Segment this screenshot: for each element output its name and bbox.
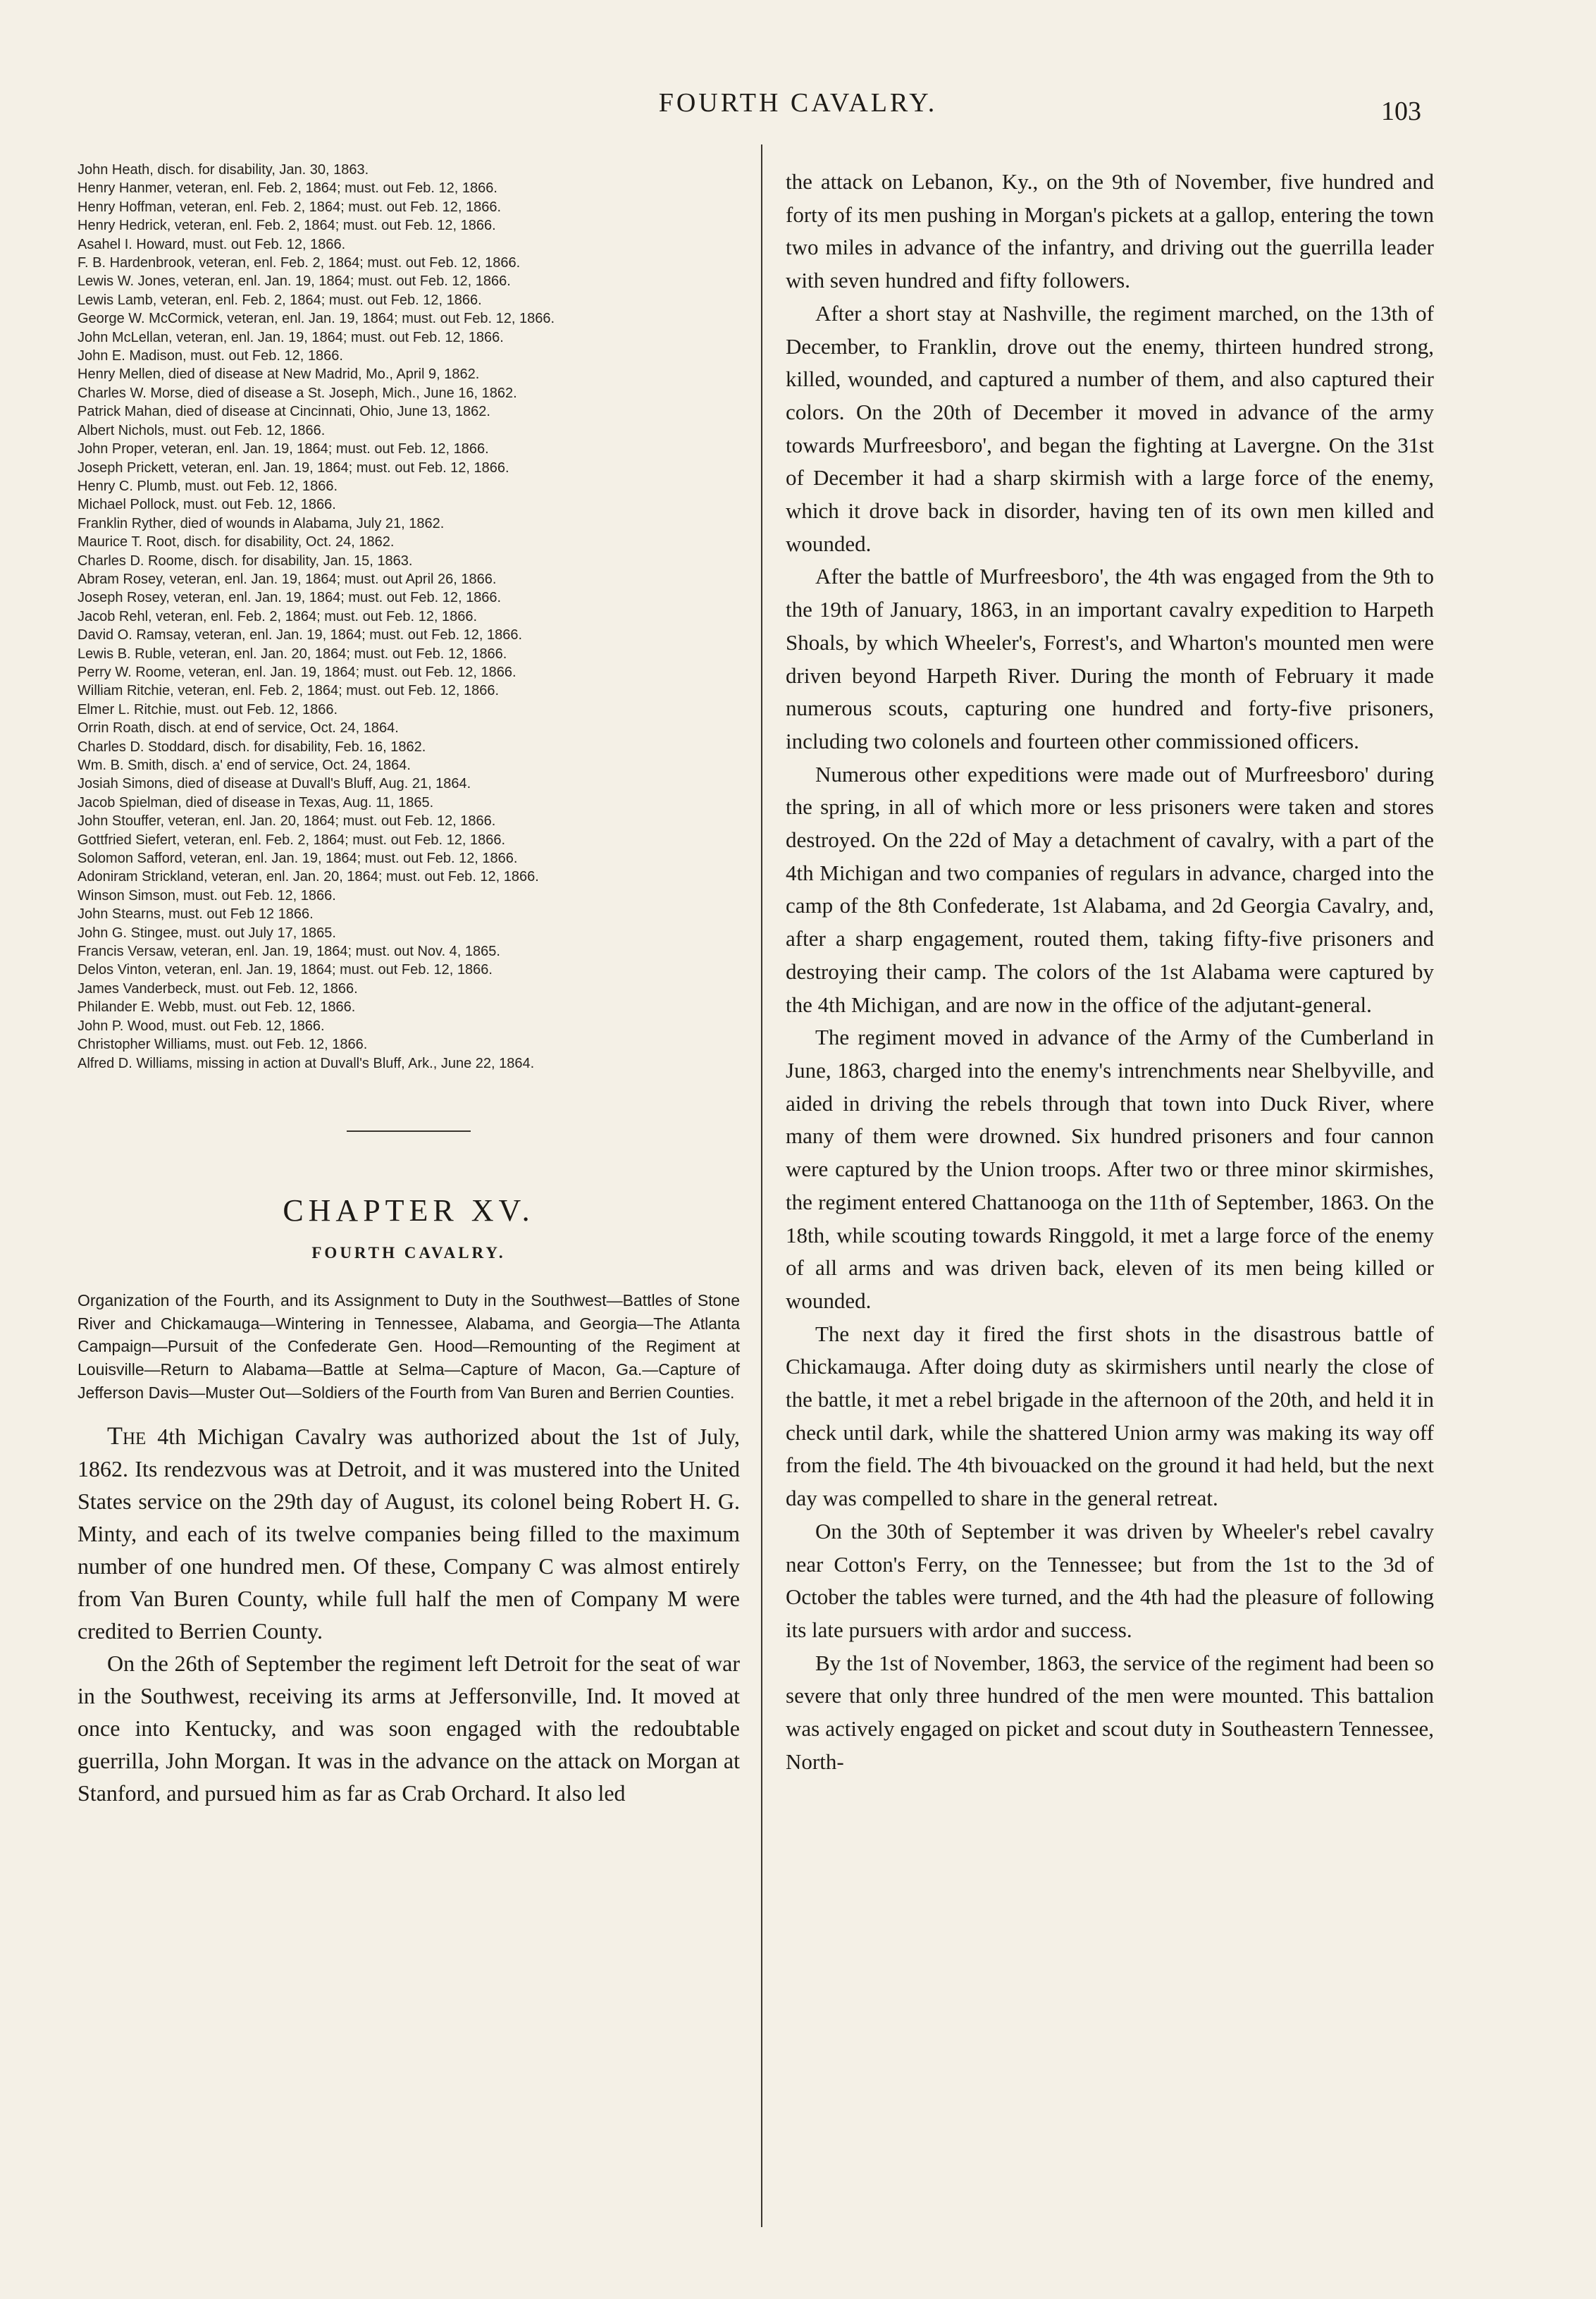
chapter-synopsis: Organization of the Fourth, and its Assignment to Duty in the Southwest—Battles of Stone River and Chickamauga—Wintering in Tennessee, Alabama, and Georgia—The Atlanta Campaign—Pursuit of the Confederate Gen. Hood—Remounting of the Regiment at Louisville—Return to Alabama—Battle at Selma—Capture of Macon, Ga.—Capture of Jefferson Davis—Muster Out—Soldiers of the Fourth from Van Buren and Berrien Counties. bbox=[78, 1290, 740, 1402]
paragraph-text: 4th Michigan Cavalry was authorized about the 1st of July, 1862. Its rendezvous was at Detroit, and it was mustered into the United States service on the 29th day of August, its colonel being Robert H. G. Minty, and each of its twelve companies being filled to the maximum number of one hundred men. Of these, Company C was almost entirely from Van Buren County, while full half the men of Company M were credited to Berrien County. bbox=[78, 1424, 740, 1644]
body-paragraph: On the 26th of September the regiment left Detroit for the seat of war in the Southwest, receiving its arms at Jeffersonville, Ind. It moved at once into Kentucky, and was soon engaged with the redoubtable guerrilla, John Morgan. It was in the advance on the attack on Morgan at Stanford, and pursued him as far as Crab Orchard. It also led bbox=[78, 1651, 740, 1806]
roster-entry: Gottfried Siefert, veteran, enl. Feb. 2, 1864; must. out Feb. 12, 1866. bbox=[78, 832, 506, 848]
roster-entry: Philander E. Webb, must. out Feb. 12, 1866. bbox=[78, 999, 356, 1016]
body-paragraph: The next day it fired the first shots in the disastrous battle of Chickamauga. After doing duty as skirmishers until nearly the close of the battle, it met a rebel brigade in the afternoon of the 20th, and held it in check until dark, while the shattered Union army was making its way off from the field. The 4th bivouacked on the ground it had held, but the next day was compelled to share in the general retreat. bbox=[786, 1321, 1434, 1511]
roster-entry: David O. Ramsay, veteran, enl. Jan. 19, 1864; must. out Feb. 12, 1866. bbox=[78, 627, 523, 643]
roster-entry: John Stearns, must. out Feb 12 1866. bbox=[78, 906, 314, 923]
body-paragraph: After a short stay at Nashville, the regiment marched, on the 13th of December, to Franklin, drove out the enemy, thirteen hundred strong, killed, wounded, and captured a number of them, and also captured their colors. On the 20th of December it moved in advance of the army towards Murfreesboro', and began the fighting at Lavergne. On the 31st of December it had a sharp skirmish with a large force of the enemy, which it drove back in disorder, having ten of its own men killed and wounded. bbox=[786, 300, 1434, 556]
roster-entry: John Heath, disch. for disability, Jan. 30, 1863. bbox=[78, 162, 369, 178]
running-head: FOURTH CAVALRY. bbox=[658, 88, 938, 118]
roster-entry: Abram Rosey, veteran, enl. Jan. 19, 1864; must. out April 26, 1866. bbox=[78, 571, 497, 587]
body-paragraph: the attack on Lebanon, Ky., on the 9th of November, five hundred and forty of its men pushing in Morgan's pickets at a gallop, entering the town two miles in advance of the infantry, and driving out the guerrilla leader with seven hundred and fifty followers. bbox=[786, 169, 1434, 293]
body-paragraph bbox=[78, 1419, 740, 1647]
roster-entry: Wm. B. Smith, disch. a' end of service, Oct. 24, 1864. bbox=[78, 758, 411, 773]
column-divider bbox=[761, 144, 762, 2227]
roster-entry: Delos Vinton, veteran, enl. Jan. 19, 1864; must. out Feb. 12, 1866. bbox=[78, 962, 493, 978]
roster-entry: John Proper, veteran, enl. Jan. 19, 1864; must. out Feb. 12, 1866. bbox=[78, 441, 489, 457]
roster-list bbox=[78, 161, 740, 1073]
left-column bbox=[78, 161, 740, 1809]
roster-entry: Patrick Mahan, died of disease at Cincinnati, Ohio, June 13, 1862. bbox=[78, 404, 490, 420]
right-column bbox=[786, 166, 1434, 1778]
roster-entry: Maurice T. Root, disch. for disability, Oct. 24, 1862. bbox=[78, 534, 395, 550]
chapter-title: CHAPTER XV. bbox=[283, 1192, 535, 1228]
body-paragraph: By the 1st of November, 1863, the service of the regiment had been so severe that only three hundred of the men were mounted. This battalion was actively engaged on picket and scout duty in Southeastern Tennessee, North- bbox=[786, 1650, 1434, 1774]
roster-entry: Winson Simson, must. out Feb. 12, 1866. bbox=[78, 887, 336, 904]
roster-entry: Michael Pollock, must. out Feb. 12, 1866. bbox=[78, 497, 336, 513]
roster-entry: Henry Hoffman, veteran, enl. Feb. 2, 1864; must. out Feb. 12, 1866. bbox=[78, 199, 502, 215]
roster-entry: Albert Nichols, must. out Feb. 12, 1866. bbox=[78, 422, 326, 438]
roster-entry: Charles D. Roome, disch. for disability, Jan. 15, 1863. bbox=[78, 553, 413, 569]
roster-entry: Henry Hedrick, veteran, enl. Feb. 2, 1864; must. out Feb. 12, 1866. bbox=[78, 218, 496, 234]
body-paragraph: After the battle of Murfreesboro', the 4th was engaged from the 9th to the 19th of January, 1863, in an important cavalry expedition to Harpeth Shoals, by which Wheeler's, Forrest's, and Wharton's mounted men were driven beyond Harpeth River. During the month of February it made numerous scouts, capturing one hundred and forty-five prisoners, including two colonels and fourteen other commissioned officers. bbox=[786, 564, 1434, 753]
roster-entry: James Vanderbeck, must. out Feb. 12, 1866. bbox=[78, 980, 358, 997]
roster-entry: John Stouffer, veteran, enl. Jan. 20, 1864; must. out Feb. 12, 1866. bbox=[78, 813, 496, 830]
body-paragraph: On the 30th of September it was driven by Wheeler's rebel cavalry near Cotton's Ferry, on the Tennessee; but from the 1st to the 3d of October the tables were turned, and the 4th had the pleasure of following its late pursuers with ardor and success. bbox=[786, 1518, 1434, 1642]
roster-entry: John E. Madison, must. out Feb. 12, 1866. bbox=[78, 348, 343, 364]
roster-entry: Charles D. Stoddard, disch. for disability, Feb. 16, 1862. bbox=[78, 739, 426, 755]
roster-entry: John McLellan, veteran, enl. Jan. 19, 1864; must. out Feb. 12, 1866. bbox=[78, 329, 504, 345]
roster-entry: Jacob Spielman, died of disease in Texas, Aug. 11, 1865. bbox=[78, 794, 434, 810]
roster-entry: John G. Stingee, must. out July 17, 1865. bbox=[78, 925, 336, 941]
roster-entry: Lewis B. Ruble, veteran, enl. Jan. 20, 1864; must. out Feb. 12, 1866. bbox=[78, 646, 507, 662]
drop-word: The bbox=[107, 1422, 147, 1450]
page-number: 103 bbox=[1381, 97, 1421, 126]
left-body-text bbox=[78, 1419, 740, 1809]
roster-entry: William Ritchie, veteran, enl. Feb. 2, 1864; must. out Feb. 12, 1866. bbox=[78, 683, 500, 699]
roster-entry: George W. McCormick, veteran, enl. Jan. 19, 1864; must. out Feb. 12, 1866. bbox=[78, 311, 555, 327]
roster-entry: Asahel I. Howard, must. out Feb. 12, 1866. bbox=[78, 236, 346, 252]
roster-entry: Adoniram Strickland, veteran, enl. Jan. 20, 1864; must. out Feb. 12, 1866. bbox=[78, 869, 539, 885]
roster-entry: Jacob Rehl, veteran, enl. Feb. 2, 1864; must. out Feb. 12, 1866. bbox=[78, 608, 478, 624]
roster-entry: Lewis Lamb, veteran, enl. Feb. 2, 1864; must. out Feb. 12, 1866. bbox=[78, 292, 482, 308]
roster-entry: Josiah Simons, died of disease at Duvall's Bluff, Aug. 21, 1864. bbox=[78, 776, 471, 792]
roster-entry: Lewis W. Jones, veteran, enl. Jan. 19, 1864; must. out Feb. 12, 1866. bbox=[78, 273, 511, 290]
roster-entry: Solomon Safford, veteran, enl. Jan. 19, 1864; must. out Feb. 12, 1866. bbox=[78, 851, 518, 867]
roster-entry: John P. Wood, must. out Feb. 12, 1866. bbox=[78, 1018, 325, 1034]
roster-entry: Alfred D. Williams, missing in action at Duvall's Bluff, Ark., June 22, 1864. bbox=[78, 1055, 535, 1071]
roster-entry: Franklin Ryther, died of wounds in Alabama, July 21, 1862. bbox=[78, 515, 445, 531]
roster-entry: Henry Mellen, died of disease at New Madrid, Mo., April 9, 1862. bbox=[78, 366, 480, 383]
section-divider bbox=[347, 1130, 471, 1132]
body-paragraph: Numerous other expeditions were made out of Murfreesboro' during the spring, in all of which more or less prisoners were taken and stores destroyed. On the 22d of May a detachment of cavalry, with a part of the 4th Michigan and two companies of regulars in advance, charged into the camp of the 8th Confederate, 1st Alabama, and 2d Georgia Cavalry, and, after a sharp engagement, routed them, taking fifty-five prisoners and destroying their camp. The colors of the 1st Alabama were captured by the 4th Michigan, and are now in the office of the adjutant-general. bbox=[786, 761, 1434, 1017]
roster-entry: Joseph Rosey, veteran, enl. Jan. 19, 1864; must. out Feb. 12, 1866. bbox=[78, 590, 502, 606]
roster-entry: Perry W. Roome, veteran, enl. Jan. 19, 1864; must. out Feb. 12, 1866. bbox=[78, 664, 516, 680]
roster-entry: Charles W. Morse, died of disease a St. Joseph, Mich., June 16, 1862. bbox=[78, 385, 517, 401]
roster-entry: Christopher Williams, must. out Feb. 12, 1866. bbox=[78, 1037, 368, 1053]
roster-entry: Elmer L. Ritchie, must. out Feb. 12, 1866. bbox=[78, 701, 338, 717]
chapter-subtitle: FOURTH CAVALRY. bbox=[311, 1243, 506, 1262]
roster-entry: Henry C. Plumb, must. out Feb. 12, 1866. bbox=[78, 478, 338, 494]
roster-entry: Francis Versaw, veteran, enl. Jan. 19, 1864; must. out Nov. 4, 1865. bbox=[78, 944, 500, 960]
roster-entry: Henry Hanmer, veteran, enl. Feb. 2, 1864; must. out Feb. 12, 1866. bbox=[78, 180, 497, 197]
roster-entry: Orrin Roath, disch. at end of service, Oct. 24, 1864. bbox=[78, 720, 399, 736]
body-paragraph: The regiment moved in advance of the Army of the Cumberland in June, 1863, charged into the enemy's intrenchments near Shelbyville, and aided in driving the rebels through that town into Duck River, where many of them were drowned. Six hundred prisoners and four cannon were captured by the Union troops. After two or three minor skirmishes, the regiment entered Chattanooga on the 11th of September, 1863. On the 18th, while scouting towards Ringgold, it met a large force of the enemy of all arms and was driven back, eleven of its men being killed or wounded. bbox=[786, 1025, 1434, 1313]
roster-entry: Joseph Prickett, veteran, enl. Jan. 19, 1864; must. out Feb. 12, 1866. bbox=[78, 460, 509, 476]
roster-entry: F. B. Hardenbrook, veteran, enl. Feb. 2, 1864; must. out Feb. 12, 1866. bbox=[78, 255, 521, 271]
